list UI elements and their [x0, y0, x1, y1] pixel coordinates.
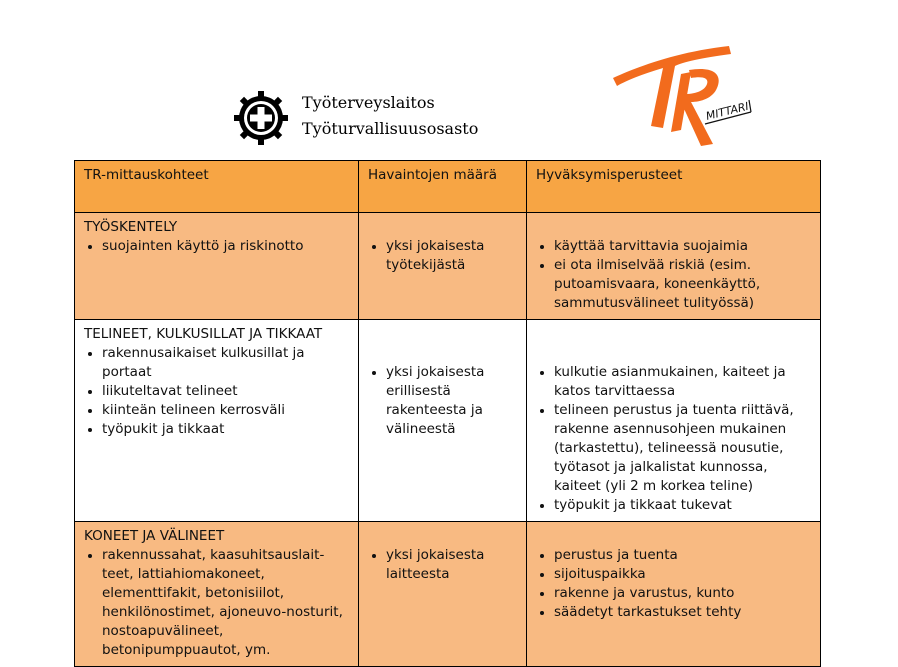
criteria-cell — [527, 522, 821, 667]
org-line-2: Työturvallisuusosasto — [302, 119, 479, 138]
org-line-1: Työterveyslaitos — [302, 93, 435, 112]
logo-sublabel: MITTARI — [704, 99, 751, 123]
count-list — [368, 546, 517, 584]
table-header-row — [75, 161, 821, 213]
measurement-table — [74, 160, 821, 667]
count-cell — [359, 320, 527, 522]
target-list — [84, 546, 349, 660]
tr-letters — [613, 46, 731, 146]
criteria-cell — [527, 320, 821, 522]
list-item: • rakenne ja varustus, kunto — [554, 584, 811, 603]
count-cell — [359, 213, 527, 320]
list-item: • yksi jokaisesta laitteesta — [386, 546, 517, 584]
list-item: • ei ota ilmiselvää riskiä (esim. putoamisvaara, koneenkäyttö, sammutusvälineet tulityössä) — [554, 256, 811, 313]
list-item: • perustus ja tuenta — [554, 546, 811, 565]
section-title: KONEET JA VÄLINEET — [84, 528, 225, 544]
cross-gear-emblem-icon — [233, 90, 289, 146]
target-cell — [75, 522, 359, 667]
list-item: • yksi jokaisesta erillisestä rakenteesta ja välineestä — [386, 363, 517, 439]
list-item: • yksi jokaisesta työtekijästä — [386, 237, 517, 275]
count-list — [368, 363, 517, 439]
criteria-cell — [527, 213, 821, 320]
criteria-list — [536, 363, 811, 515]
criteria-list — [536, 237, 811, 313]
list-item: • suojainten käyttö ja riskinotto — [102, 237, 349, 256]
header-cell: TR-mittauskohteet — [75, 161, 359, 213]
criteria-list — [536, 546, 811, 622]
list-item: • rakennusaikaiset kulkusillat ja portaat — [102, 344, 349, 382]
target-list — [84, 344, 349, 439]
count-cell — [359, 522, 527, 667]
list-item: • työpukit ja tikkaat tukevat — [554, 496, 811, 515]
count-list — [368, 237, 517, 275]
section-title: TYÖSKENTELY — [84, 219, 178, 235]
list-item: • työpukit ja tikkaat — [102, 420, 349, 439]
list-item: • telineen perustus ja tuenta riittävä, rakenne asennusohjeen mukainen (tarkastettu), telineessä nousutie, työtasot ja jalkalistat kunnossa, kaiteet (yli 2 m korkea teline) — [554, 401, 811, 496]
list-item: • liikuteltavat telineet — [102, 382, 349, 401]
organization-name — [302, 90, 478, 142]
table-row — [75, 522, 821, 667]
header-cell: Hyväksymisperusteet — [527, 161, 821, 213]
list-item: • rakennussahat, kaasuhitsauslait-teet, lattiahiomakoneet, elementtifakit, betonisiilot, henkilönostimet, ajoneuvo-nosturit, nostoapuvälineet, betonipumppuautot, ym. — [102, 546, 349, 660]
header-cell: Havaintojen määrä — [359, 161, 527, 213]
target-cell — [75, 320, 359, 522]
tr-mittari-logo — [605, 40, 755, 158]
list-item: • säädetyt tarkastukset tehty — [554, 603, 811, 622]
list-item: • kulkutie asianmukainen, kaiteet ja katos tarvittaessa — [554, 363, 811, 401]
list-item: • käyttää tarvittavia suojaimia — [554, 237, 811, 256]
table-row — [75, 213, 821, 320]
target-cell — [75, 213, 359, 320]
table-row — [75, 320, 821, 522]
list-item: • kiinteän telineen kerrosväli — [102, 401, 349, 420]
target-list — [84, 237, 349, 256]
section-title: TELINEET, KULKUSILLAT JA TIKKAAT — [84, 326, 323, 342]
list-item: • sijoituspaikka — [554, 565, 811, 584]
